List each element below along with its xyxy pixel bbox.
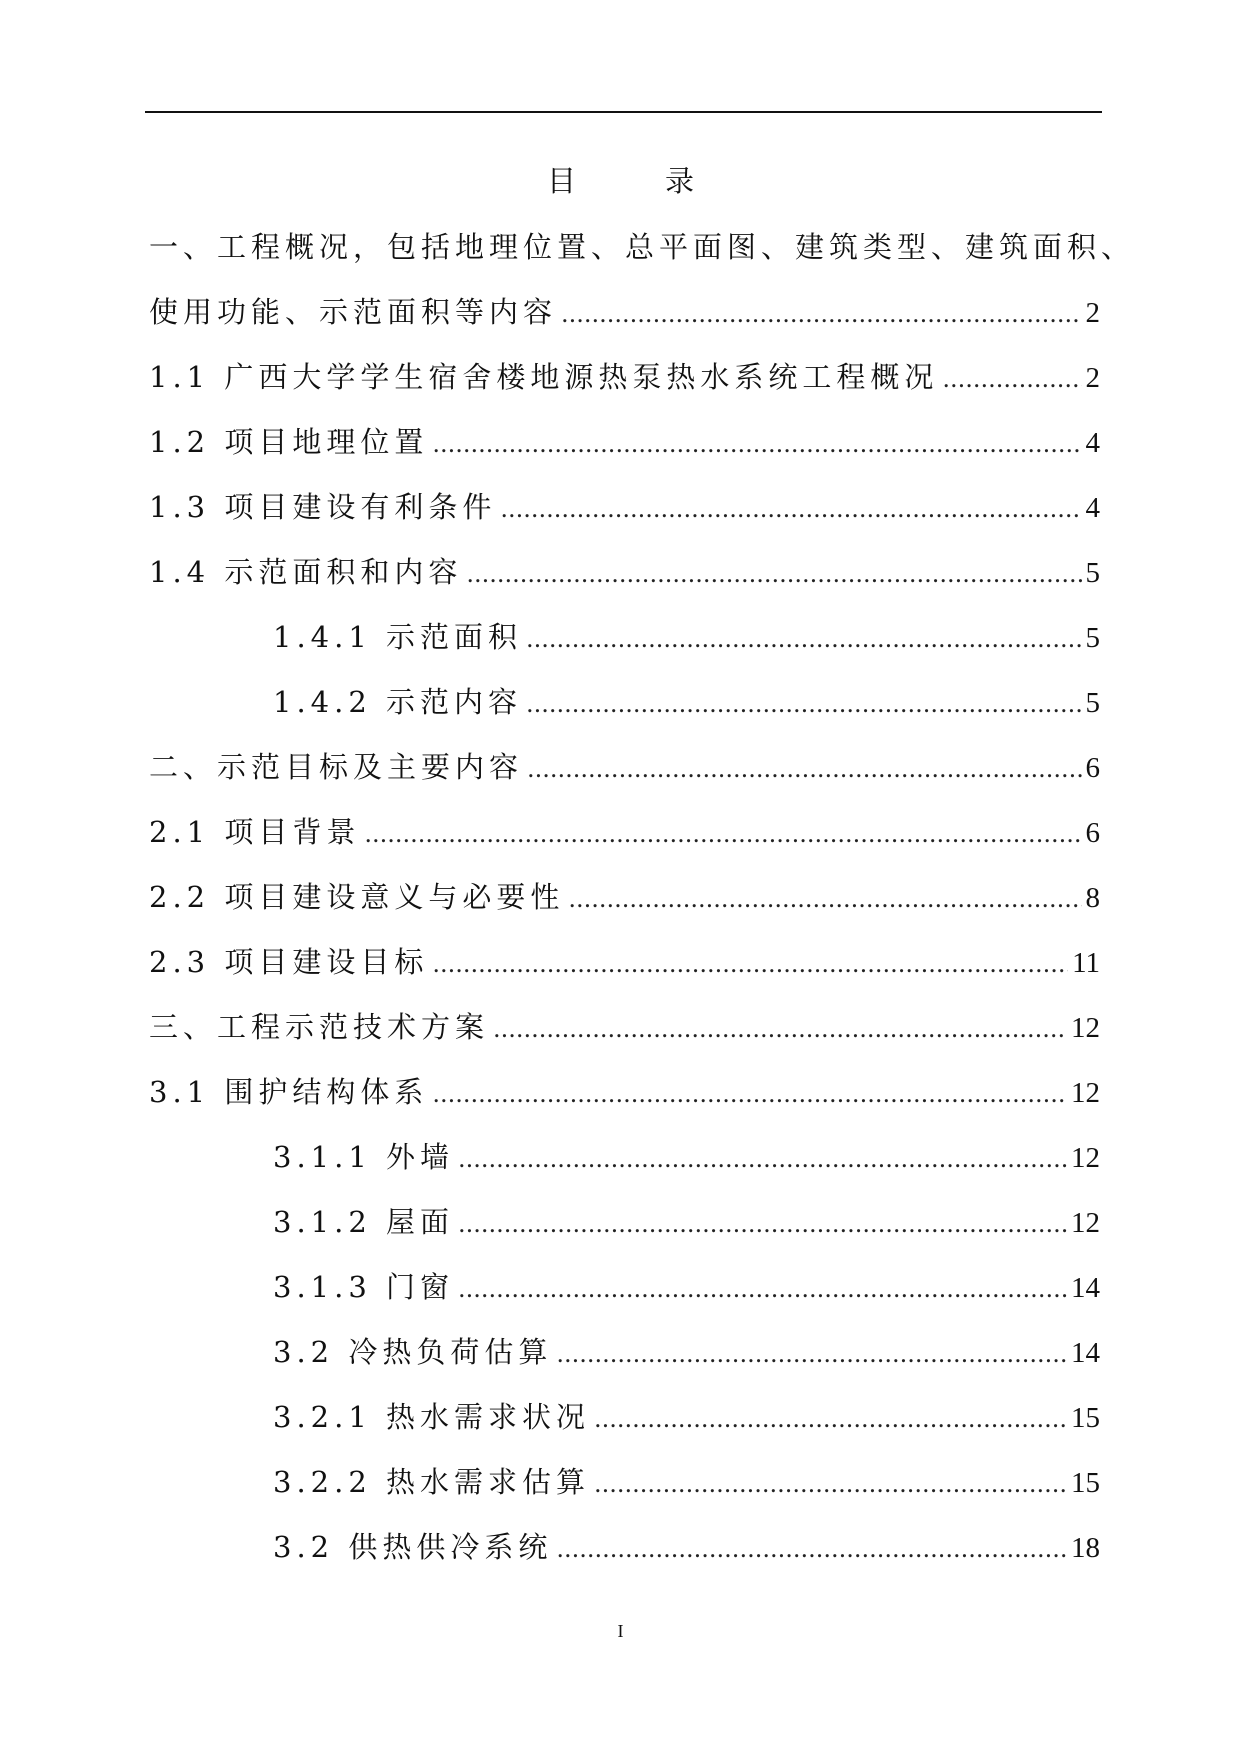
toc-entry-label: 1.4 示范面积和内容 bbox=[149, 555, 463, 589]
toc-entry[interactable] bbox=[149, 554, 1100, 619]
toc-entry[interactable] bbox=[149, 684, 1100, 749]
toc-entry[interactable] bbox=[149, 749, 1100, 814]
toc-entry-label: 1.4.1 示范面积 bbox=[273, 620, 523, 654]
toc-entry-page: 2 bbox=[1085, 297, 1100, 329]
toc-entry-label: 1.1 广西大学学生宿舍楼地源热泵热水系统工程概况 bbox=[149, 360, 939, 394]
toc-entry[interactable] bbox=[149, 1139, 1100, 1204]
toc-entry-label: 二、示范目标及主要内容 bbox=[149, 750, 524, 784]
toc-dot-leader bbox=[458, 1206, 1067, 1243]
header-rule bbox=[145, 111, 1102, 113]
toc-entry[interactable] bbox=[149, 1204, 1100, 1269]
toc-entry-page: 14 bbox=[1071, 1272, 1100, 1304]
toc-dot-leader bbox=[527, 751, 1081, 788]
toc-dot-leader bbox=[458, 1271, 1067, 1308]
page-number: I bbox=[617, 1621, 624, 1641]
page-title: 目 录 bbox=[546, 164, 724, 198]
toc-dot-leader bbox=[561, 296, 1081, 333]
toc-dot-leader bbox=[432, 426, 1081, 463]
toc-dot-leader bbox=[493, 1011, 1067, 1048]
toc-entry[interactable] bbox=[149, 1399, 1100, 1464]
toc-entry-page: 6 bbox=[1085, 752, 1100, 784]
toc-dot-leader bbox=[364, 816, 1081, 853]
toc-entry[interactable] bbox=[149, 619, 1100, 684]
toc-entry-label: 3.2.1 热水需求状况 bbox=[273, 1400, 591, 1434]
table-of-contents bbox=[149, 229, 1136, 1594]
toc-entry-label: 3.1.1 外墙 bbox=[273, 1140, 455, 1174]
toc-entry-label: 2.1 项目背景 bbox=[149, 815, 361, 849]
toc-dot-leader bbox=[594, 1401, 1067, 1438]
toc-entry-label: 2.2 项目建设意义与必要性 bbox=[149, 880, 565, 914]
toc-entry-page: 5 bbox=[1085, 622, 1100, 654]
toc-entry-page: 8 bbox=[1085, 882, 1100, 914]
toc-dot-leader bbox=[942, 361, 1081, 398]
toc-entry-label: 1.2 项目地理位置 bbox=[149, 425, 429, 459]
toc-dot-leader bbox=[526, 686, 1081, 723]
toc-dot-leader bbox=[500, 491, 1081, 528]
toc-dot-leader bbox=[466, 556, 1081, 593]
toc-entry[interactable] bbox=[149, 424, 1100, 489]
toc-entry-page: 11 bbox=[1072, 947, 1100, 979]
toc-dot-leader bbox=[594, 1466, 1067, 1503]
toc-entry-page: 12 bbox=[1071, 1207, 1100, 1239]
toc-dot-leader bbox=[458, 1141, 1067, 1178]
toc-entry-page: 14 bbox=[1071, 1337, 1100, 1369]
toc-dot-leader bbox=[568, 881, 1081, 918]
toc-dot-leader bbox=[526, 621, 1081, 658]
toc-entry-page: 15 bbox=[1071, 1402, 1100, 1434]
toc-entry-label: 3.1.2 屋面 bbox=[273, 1205, 455, 1239]
toc-entry[interactable] bbox=[149, 1074, 1100, 1139]
toc-entry-label: 1.4.2 示范内容 bbox=[273, 685, 523, 719]
toc-entry[interactable] bbox=[149, 1529, 1100, 1594]
toc-dot-leader bbox=[432, 1076, 1067, 1113]
toc-entry[interactable] bbox=[149, 814, 1100, 879]
toc-entry[interactable] bbox=[149, 1464, 1100, 1529]
toc-entry[interactable] bbox=[149, 1334, 1100, 1399]
toc-entry-label: 3.1.3 门窗 bbox=[273, 1270, 455, 1304]
toc-dot-leader bbox=[556, 1336, 1067, 1373]
toc-entry[interactable] bbox=[149, 294, 1100, 359]
toc-entry-page: 12 bbox=[1071, 1142, 1100, 1174]
toc-entry[interactable] bbox=[149, 1269, 1100, 1334]
toc-entry[interactable] bbox=[149, 1009, 1100, 1074]
toc-dot-leader bbox=[556, 1531, 1067, 1568]
toc-intro-line: 一、工程概况，包括地理位置、总平面图、建筑类型、建筑面积、 bbox=[149, 230, 1136, 264]
toc-entry-label: 3.2 供热供冷系统 bbox=[273, 1530, 553, 1564]
toc-entry[interactable] bbox=[149, 879, 1100, 944]
toc-dot-leader bbox=[432, 946, 1068, 983]
toc-entry-label: 3.2 冷热负荷估算 bbox=[273, 1335, 553, 1369]
toc-entry-page: 4 bbox=[1085, 427, 1100, 459]
toc-entry-page: 15 bbox=[1071, 1467, 1100, 1499]
toc-entry-label: 三、工程示范技术方案 bbox=[149, 1010, 490, 1044]
toc-entry-label: 3.1 围护结构体系 bbox=[149, 1075, 429, 1109]
toc-entry-label: 1.3 项目建设有利条件 bbox=[149, 490, 497, 524]
toc-entry-page: 5 bbox=[1085, 557, 1100, 589]
toc-entry-page: 12 bbox=[1071, 1012, 1100, 1044]
toc-entry-label: 2.3 项目建设目标 bbox=[149, 945, 429, 979]
toc-entry[interactable] bbox=[149, 489, 1100, 554]
toc-entry-page: 2 bbox=[1085, 362, 1100, 394]
toc-entry-label: 3.2.2 热水需求估算 bbox=[273, 1465, 591, 1499]
toc-entry-page: 12 bbox=[1071, 1077, 1100, 1109]
toc-entry-page: 6 bbox=[1085, 817, 1100, 849]
toc-entry-page: 4 bbox=[1085, 492, 1100, 524]
toc-entry-page: 5 bbox=[1085, 687, 1100, 719]
toc-entry[interactable] bbox=[149, 944, 1100, 1009]
toc-entry-label: 使用功能、示范面积等内容 bbox=[149, 295, 558, 329]
toc-entry[interactable] bbox=[149, 359, 1100, 424]
toc-entry-page: 18 bbox=[1071, 1532, 1100, 1564]
